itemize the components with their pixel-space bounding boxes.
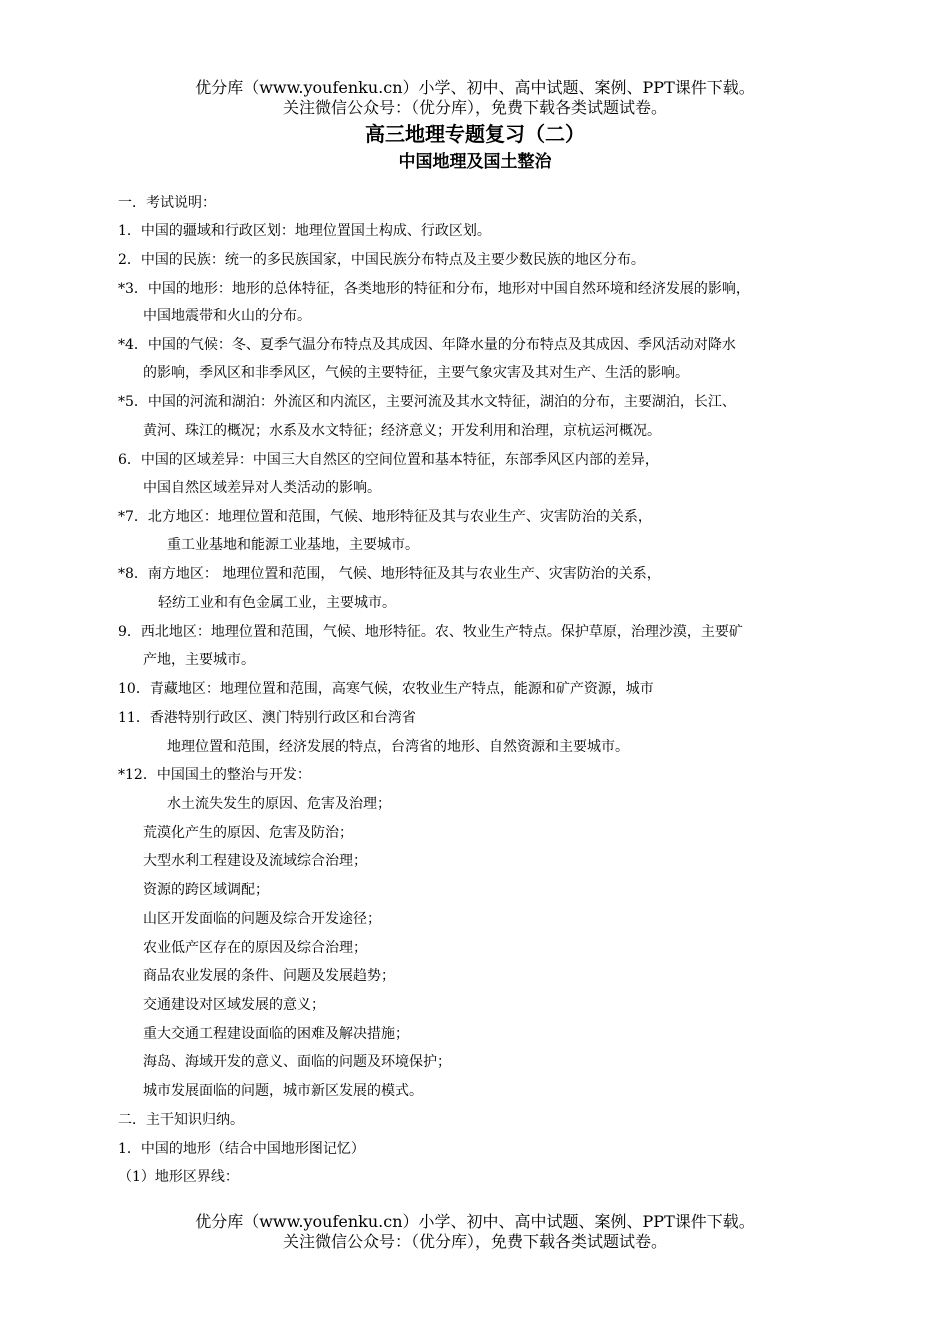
list-item: *4．中国的气候：冬、夏季气温分布特点及其成因、年降水量的分布特点及其成因、季风活动对降水 (118, 337, 736, 353)
list-item: *5．中国的河流和湖泊：外流区和内流区，主要河流及其水文特征，湖泊的分布，主要湖泊，长江、 (118, 394, 736, 410)
list-item: 6．中国的区域差异：中国三大自然区的空间位置和基本特征，东部季风区内部的差异， (118, 452, 659, 468)
sub-item: 资源的跨区域调配； (143, 882, 269, 898)
sub-item: 荒漠化产生的原因、危害及防治； (143, 825, 353, 841)
list-item: 1．中国的疆域和行政区划：地理位置国土构成、行政区划。 (118, 223, 491, 239)
list-item: *8．南方地区： 地理位置和范围， 气候、地形特征及其与农业生产、灾害防治的关系， (118, 566, 661, 582)
page-subtitle: 中国地理及国土整治 (398, 152, 552, 172)
list-item-continuation: 地理位置和范围，经济发展的特点，台湾省的地形、自然资源和主要城市。 (167, 739, 629, 755)
sub-item: 城市发展面临的问题，城市新区发展的模式。 (143, 1083, 423, 1099)
list-item-continuation: 中国地震带和火山的分布。 (143, 308, 311, 324)
sub-item: 农业低产区存在的原因及综合治理； (143, 940, 367, 956)
sub-item: 水土流失发生的原因、危害及治理； (167, 796, 391, 812)
sub-item: 大型水利工程建设及流域综合治理； (143, 853, 367, 869)
section-heading: 一．考试说明： (118, 195, 216, 211)
list-item-continuation: 的影响，季风区和非季风区，气候的主要特征，主要气象灾害及其对生产、生活的影响。 (143, 365, 689, 381)
sub-item: 海岛、海域开发的意义、面临的问题及环境保护； (143, 1054, 451, 1070)
list-item-continuation: 黄河、珠江的概况；水系及水文特征；经济意义；开发利用和治理，京杭运河概况。 (143, 423, 661, 439)
list-item: *7．北方地区：地理位置和范围，气候、地形特征及其与农业生产、灾害防治的关系， (118, 509, 652, 525)
list-item: 10．青藏地区：地理位置和范围，高寒气候，农牧业生产特点，能源和矿产资源，城市 (118, 681, 654, 697)
list-item: （1）地形区界线： (118, 1169, 239, 1185)
list-item-continuation: 轻纺工业和有色金属工业，主要城市。 (158, 595, 396, 611)
sub-item: 山区开发面临的问题及综合开发途径； (143, 911, 381, 927)
sub-item: 重大交通工程建设面临的困难及解决措施； (143, 1026, 409, 1042)
list-item: 9．西北地区：地理位置和范围，气候、地形特征。农、牧业生产特点。保护草原，治理沙漠，主要矿 (118, 624, 743, 640)
sub-item: 商品农业发展的条件、问题及发展趋势； (143, 968, 395, 984)
list-item: *12．中国国土的整治与开发： (118, 767, 311, 783)
list-item-continuation: 产地，主要城市。 (143, 652, 255, 668)
footer-line-1: 优分库（www.youfenku.cn）小学、初中、高中试题、案例、PPT课件下载。 (195, 1212, 755, 1231)
list-item-continuation: 中国自然区域差异对人类活动的影响。 (143, 480, 381, 496)
list-item: 2．中国的民族：统一的多民族国家，中国民族分布特点及主要少数民族的地区分布。 (118, 252, 645, 268)
list-item: *3．中国的地形：地形的总体特征，各类地形的特征和分布，地形对中国自然环境和经济发展的影响， (118, 281, 750, 297)
header-line-2: 关注微信公众号：（优分库），免费下载各类试题试卷。 (282, 98, 667, 117)
sub-item: 交通建设对区域发展的意义； (143, 997, 325, 1013)
header-line-1: 优分库（www.youfenku.cn）小学、初中、高中试题、案例、PPT课件下载。 (195, 78, 755, 97)
section-heading: 二．主干知识归纳。 (118, 1112, 244, 1128)
footer-line-2: 关注微信公众号：（优分库），免费下载各类试题试卷。 (282, 1232, 667, 1251)
list-item-continuation: 重工业基地和能源工业基地，主要城市。 (167, 537, 419, 553)
list-item: 11．香港特别行政区、澳门特别行政区和台湾省 (118, 710, 416, 726)
list-item: 1．中国的地形（结合中国地形图记忆） (118, 1141, 365, 1157)
page-title: 高三地理专题复习（二） (365, 122, 585, 146)
